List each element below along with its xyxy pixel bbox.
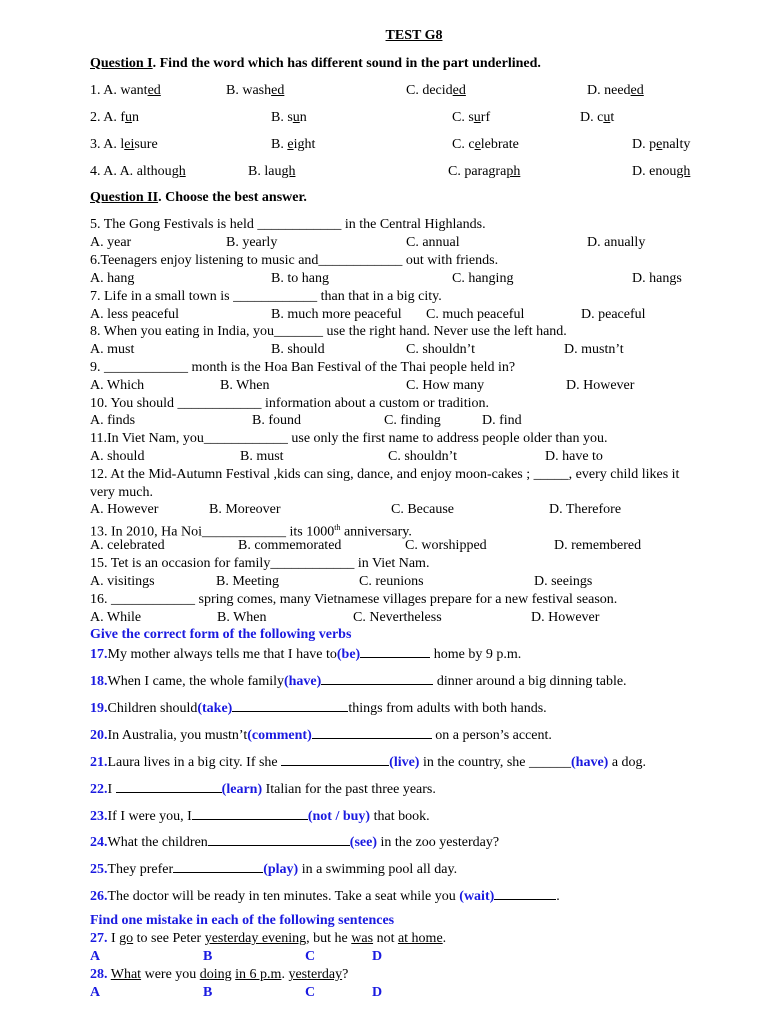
question-text: [90, 555, 429, 572]
word-tail: lebrate: [480, 137, 519, 152]
verb-item: [90, 752, 646, 771]
answer-blank[interactable]: [321, 671, 433, 685]
question-text: [90, 430, 607, 447]
option-b: B. When: [217, 610, 267, 625]
word-tail: rf: [480, 110, 491, 125]
underlined-sound: ed: [147, 83, 161, 98]
item-number: 1. A.: [90, 83, 121, 98]
word-stem: C. decid: [406, 83, 453, 98]
answer-blank[interactable]: [494, 886, 556, 900]
word-stem: B. s: [271, 110, 293, 125]
question-1-text: . Find the word which has different sound in the part underlined.: [152, 56, 541, 71]
option-b: B. to hang: [271, 271, 329, 286]
underlined-segment: What: [110, 967, 142, 982]
word-tail: n: [132, 110, 140, 125]
option-c: [452, 109, 490, 126]
word-tail: t: [610, 110, 615, 125]
option-c: C. worshipped: [405, 538, 487, 553]
answer-blank[interactable]: [173, 859, 263, 873]
option-c: C. shouldn’t: [406, 342, 475, 357]
sentence-end: Italian for the past three years.: [262, 782, 436, 797]
option-d: D. peaceful: [581, 307, 646, 322]
item-number: 17.: [90, 647, 108, 662]
question-tail: anniversary.: [340, 524, 412, 540]
underlined-sound: ed: [271, 83, 285, 98]
answer-blank[interactable]: [192, 806, 308, 820]
sentence-text: , but he: [306, 931, 352, 946]
option-a: A. year: [90, 235, 132, 250]
item-number: 27.: [90, 931, 108, 946]
option-c: C. Because: [391, 502, 454, 517]
option-d: D. hangs: [632, 271, 682, 286]
option-a: [90, 109, 139, 126]
option-b: B. yearly: [226, 235, 278, 250]
option-d: [632, 136, 690, 153]
item-number: 3. A.: [90, 137, 121, 152]
option-d: D. anually: [587, 235, 646, 250]
question-text: [90, 591, 617, 608]
sentence-text: not: [373, 931, 398, 946]
sentence-start: Children should: [107, 701, 198, 716]
option-d: D. However: [566, 378, 635, 393]
verb-hint: (play): [263, 862, 299, 877]
question-stem: 8. When you eating in India, you_______ use the right hand. Never use the left hand.: [90, 324, 567, 339]
word-tail: ight: [293, 137, 316, 152]
verb-hint: (comment): [247, 728, 312, 743]
choice-letter-c: C: [305, 949, 316, 964]
question-stem: 10. You should ____________ information about a custom or tradition.: [90, 396, 489, 411]
underlined-segment: at home: [397, 931, 443, 946]
answer-blank[interactable]: [232, 698, 348, 712]
option-d: D. have to: [545, 449, 603, 464]
mistakes-heading: Find one mistake in each of the following sentences: [90, 913, 395, 928]
sentence-start: My mother always tells me that I have to: [107, 647, 337, 662]
word-tail: sure: [134, 137, 158, 152]
question-stem: 13. In 2010, Ha Noi____________ its 1000: [90, 524, 335, 540]
underlined-sound: ed: [630, 83, 644, 98]
sentence-start: I: [107, 782, 116, 797]
option-d: D. remembered: [554, 538, 642, 553]
option-c: [452, 136, 519, 153]
word-tail: nalty: [662, 137, 691, 152]
option-a: A. visitings: [90, 574, 155, 589]
verb-hint: (wait): [459, 889, 495, 904]
option-d: D. However: [531, 610, 600, 625]
underlined-sound: e: [287, 137, 294, 152]
verb-item: [90, 886, 560, 905]
item-number: 20.: [90, 728, 108, 743]
question-stem: 15. Tet is an occasion for family____________ in Viet Nam.: [90, 556, 430, 571]
verb-item: [90, 779, 436, 798]
sentence-end: that book.: [370, 809, 430, 824]
option-b: B. Moreover: [209, 502, 281, 517]
item-number: 4. A. A.: [90, 164, 137, 179]
question-text: [90, 359, 515, 376]
option-a: A. Which: [90, 378, 145, 393]
underlined-sound: ph: [506, 164, 521, 179]
item-number: 28.: [90, 967, 108, 982]
underlined-sound: gh: [281, 164, 296, 179]
underlined-segment: yesterday evening: [204, 931, 307, 946]
option-c: C. How many: [406, 378, 485, 393]
option-b: [226, 82, 284, 99]
word-stem: althou: [136, 164, 172, 179]
sentence-start: What the children: [107, 835, 208, 850]
item-number: 22.: [90, 782, 108, 797]
verb-item: [90, 671, 627, 690]
word-stem: C. paragra: [448, 164, 507, 179]
option-d: [587, 82, 644, 99]
option-c: C. hanging: [452, 271, 514, 286]
word-tail: n: [299, 110, 307, 125]
page-title: TEST G8: [385, 28, 443, 43]
question-text: [90, 323, 567, 340]
option-a: [90, 82, 161, 99]
option-b: B. When: [220, 378, 270, 393]
option-b: B. must: [240, 449, 284, 464]
question-stem: 9. ____________ month is the Hoa Ban Festival of the Thai people held in?: [90, 360, 516, 375]
option-b: B. found: [252, 413, 301, 428]
option-b: [271, 109, 307, 126]
question-text: [90, 216, 486, 233]
option-c: C. much peaceful: [426, 307, 525, 322]
word-stem: D. enou: [632, 164, 677, 179]
question-text: [90, 395, 489, 412]
choice-letter-d: D: [372, 985, 383, 1000]
question-2-text: . Choose the best answer.: [158, 190, 307, 205]
choice-letter-a: A: [90, 949, 101, 964]
underlined-segment: was: [351, 931, 374, 946]
underlined-sound: u: [473, 110, 481, 125]
option-b: B. much more peaceful: [271, 307, 402, 322]
option-a: [90, 163, 186, 180]
option-a: A. However: [90, 502, 159, 517]
option-a: A. While: [90, 610, 142, 625]
question-stem: 6.Teenagers enjoy listening to music and____________ out with friends.: [90, 253, 499, 268]
sentence-end: things from adults with both hands.: [348, 701, 547, 716]
verb-item: [90, 806, 430, 825]
item-number: 26.: [90, 889, 108, 904]
option-d: [580, 109, 614, 126]
item-number: 18.: [90, 674, 108, 689]
item-number: 25.: [90, 862, 108, 877]
option-c: [406, 82, 466, 99]
sentence-end: in a swimming pool all day.: [298, 862, 458, 877]
verbs-heading: Give the correct form of the following verbs: [90, 627, 352, 642]
sentence-start: If I were you, I: [107, 809, 192, 824]
verb-item: [90, 832, 499, 851]
answer-blank[interactable]: [312, 725, 432, 739]
mistake-sentence: [90, 966, 348, 983]
sentence-text: .: [442, 931, 447, 946]
option-b: B. commemorated: [238, 538, 342, 553]
underlined-sound: gh: [676, 164, 691, 179]
underlined-sound: e: [474, 137, 481, 152]
option-d: D. mustn’t: [564, 342, 624, 357]
option-d: D. Therefore: [549, 502, 622, 517]
item-number: 23.: [90, 809, 108, 824]
question-stem: 11.In Viet Nam, you____________ use only the first name to address people older than you.: [90, 431, 608, 446]
verb-item: [90, 859, 457, 878]
question-1-label: Question I: [90, 56, 153, 71]
underlined-sound: e: [656, 137, 663, 152]
sentence-start: Laura lives in a big city. If she: [107, 755, 282, 770]
word-stem: C. s: [452, 110, 474, 125]
verb-item: [90, 698, 547, 717]
word-stem: B. wash: [226, 83, 272, 98]
underlined-segment: yesterday: [288, 967, 343, 982]
verb-hint: (see): [349, 835, 377, 850]
sentence-end: home by 9 p.m.: [430, 647, 522, 662]
underlined-sound: ed: [452, 83, 466, 98]
verb-hint: (take): [197, 701, 233, 716]
option-a: A. must: [90, 342, 135, 357]
option-a: A. celebrated: [90, 538, 165, 553]
option-a: A. hang: [90, 271, 135, 286]
choice-letter-b: B: [203, 949, 213, 964]
question-stem: 12. At the Mid-Autumn Festival ,kids can sing, dance, and enjoy moon-cakes ; _____, every child likes it: [90, 467, 680, 482]
option-c: C. finding: [384, 413, 441, 428]
option-b: B. Meeting: [216, 574, 279, 589]
choice-letter-a: A: [90, 985, 101, 1000]
sentence-text: I: [107, 931, 120, 946]
verb-hint: (have): [283, 674, 322, 689]
sentence-start: When I came, the whole family: [107, 674, 284, 689]
underlined-sound: u: [125, 110, 133, 125]
item-number: 19.: [90, 701, 108, 716]
option-b: [248, 163, 295, 180]
underlined-segment: go: [119, 931, 134, 946]
sentence-text: were you: [141, 967, 200, 982]
question-1-heading: [90, 55, 541, 72]
verb-item: [90, 644, 521, 663]
option-b: B. should: [271, 342, 325, 357]
question-2-label: Question II: [90, 190, 159, 205]
option-a: A. less peaceful: [90, 307, 180, 322]
verb-hint: (learn): [221, 782, 263, 797]
choice-letter-c: C: [305, 985, 316, 1000]
word-stem: l: [120, 137, 125, 152]
answer-blank[interactable]: [116, 779, 222, 793]
underlined-sound: u: [603, 110, 611, 125]
option-a: A. finds: [90, 413, 136, 428]
item-number: 2. A.: [90, 110, 121, 125]
sentence-start: The doctor will be ready in ten minutes. Take a seat while you: [107, 889, 460, 904]
answer-blank[interactable]: [360, 644, 430, 658]
sentence-end: dinner around a big dinning table.: [433, 674, 627, 689]
question-text-continued: very much.: [90, 485, 153, 500]
question-text: [90, 252, 498, 269]
option-a: [90, 136, 158, 153]
question-stem: 7. Life in a small town is ____________ than that in a big city.: [90, 289, 442, 304]
sentence-text: ?: [342, 967, 349, 982]
underlined-sound: u: [292, 110, 300, 125]
option-c: C. shouldn’t: [388, 449, 457, 464]
option-c: C. Nevertheless: [353, 610, 442, 625]
option-d: D. seeings: [534, 574, 593, 589]
question-text: [90, 288, 442, 305]
choice-letter-d: D: [372, 949, 383, 964]
question-stem: 5. The Gong Festivals is held ____________ in the Central Highlands.: [90, 217, 486, 232]
word-stem: B.: [271, 137, 288, 152]
word-stem: C. c: [452, 137, 475, 152]
sentence-end: .: [556, 889, 560, 904]
ordinal-suffix: th: [334, 523, 341, 532]
word-stem: D. c: [580, 110, 604, 125]
word-stem: D. need: [587, 83, 631, 98]
option-c: C. annual: [406, 235, 460, 250]
underlined-segment: in 6 p.m: [235, 967, 282, 982]
question-text: [90, 466, 679, 483]
item-number: 21.: [90, 755, 108, 770]
word-stem: D. p: [632, 137, 657, 152]
verb-hint: (have): [571, 755, 609, 770]
sentence-start: In Australia, you mustn’t: [107, 728, 248, 743]
word-stem: B. lau: [248, 164, 282, 179]
verb-hint: (live): [389, 755, 420, 770]
option-c: [448, 163, 520, 180]
underlined-segment: doing: [199, 967, 232, 982]
verb-hint: (be): [336, 647, 361, 662]
option-c: C. reunions: [359, 574, 424, 589]
choice-letter-b: B: [203, 985, 213, 1000]
answer-blank[interactable]: [281, 752, 389, 766]
underlined-sound: ei: [124, 137, 135, 152]
option-d: [632, 163, 690, 180]
sentence-text: to see Peter: [133, 931, 205, 946]
item-number: 24.: [90, 835, 108, 850]
sentence-text: .: [281, 967, 289, 982]
option-a: A. should: [90, 449, 145, 464]
answer-blank[interactable]: [208, 832, 350, 846]
option-d: D. find: [482, 413, 522, 428]
sentence-start: They prefer: [107, 862, 174, 877]
sentence-end: on a person’s accent.: [431, 728, 552, 743]
sentence-end: a dog.: [608, 755, 647, 770]
verb-item: [90, 725, 552, 744]
word-stem: f: [120, 110, 126, 125]
mistake-sentence: [90, 930, 446, 947]
sentence-middle: in the country, she ______: [419, 755, 571, 770]
verb-hint: (not / buy): [307, 809, 371, 824]
question-stem: 16. ____________ spring comes, many Vietnamese villages prepare for a new festival season.: [90, 592, 618, 607]
underlined-sound: gh: [171, 164, 186, 179]
sentence-end: in the zoo yesterday?: [377, 835, 500, 850]
option-b: [271, 136, 315, 153]
question-2-heading: [90, 189, 307, 206]
word-stem: want: [120, 83, 148, 98]
